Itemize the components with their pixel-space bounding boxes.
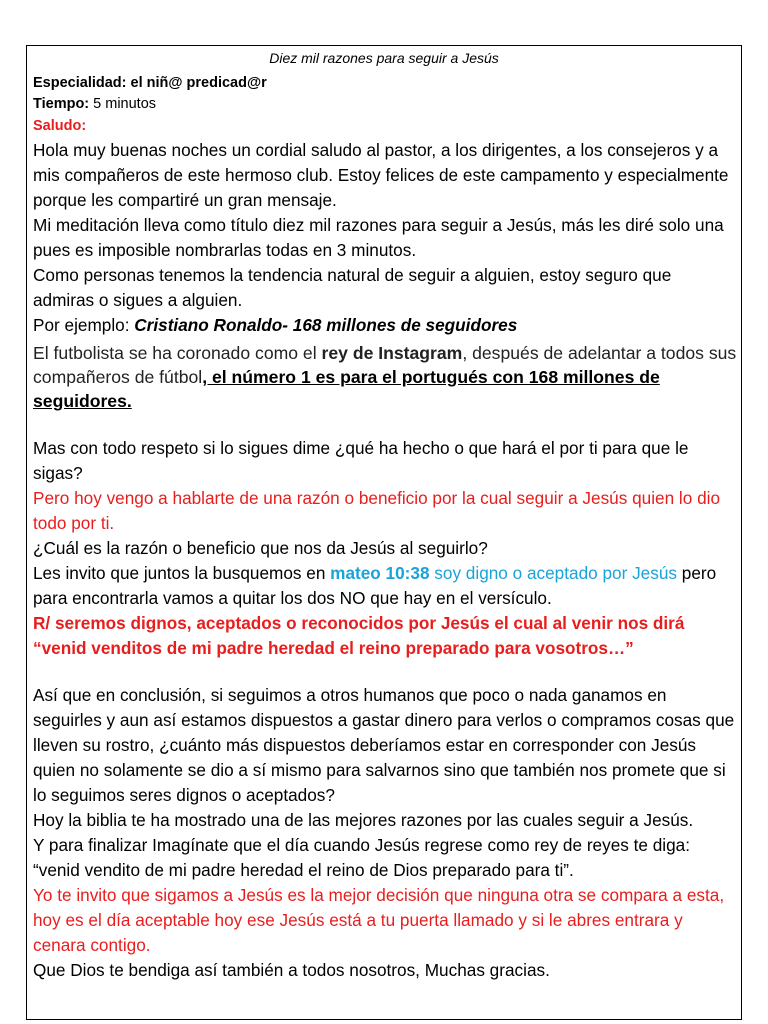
- conclusion-paragraph-1: Así que en conclusión, si seguimos a otros humanos que poco o nada ganamos en seguirles y aun así estamos dispuestos a gastar dinero para verlos o compramos cosas que lleven su rostro, ¿cuánto más dispuestos deberíamos estar en corresponder con Jesús quien no solamente se dio a sí mismo para salvarnos sino que también nos promete que si lo seguimos seres dignos o aceptados?: [33, 685, 735, 805]
- example-line: [33, 313, 737, 338]
- especialidad-line: Especialidad: el niñ@ predicad@r: [33, 75, 267, 91]
- verse-text: soy digno o aceptado por Jesús: [429, 563, 677, 583]
- intro-section: [33, 138, 737, 338]
- middle-section: [33, 436, 737, 661]
- invite-paragraph: [33, 561, 737, 611]
- instagram-bold: rey de Instagram: [321, 343, 463, 363]
- conclusion-red-paragraph: Yo te invito que sigamos a Jesús es la mejor decisión que ninguna otra se compara a esta, hoy es el día aceptable hoy ese Jesús está a tu puerta llamado y si le abres entrara y cenara contigo.: [33, 885, 725, 955]
- saludo-label: Saludo:: [33, 118, 87, 134]
- invite-suffix: pero para encontrarla vamos a quitar los dos NO que hay en el versículo.: [33, 563, 717, 608]
- intro-paragraph-2: Mi meditación lleva como título diez mil razones para seguir a Jesús, más les diré solo una pues es imposible nombrarlas todas en 3 minutos.: [33, 215, 724, 260]
- instagram-underline: , el número 1 es para el portugués con 168 millones de seguidores.: [33, 367, 660, 411]
- instagram-paragraph: [33, 341, 737, 413]
- intro-paragraph-1: Hola muy buenas noches un cordial saludo al pastor, a los dirigentes, a los consejeros y a mis compañeros de este hermoso club. Estoy felices de este campamento y especialmente porque les compartiré un gran mensaje.: [33, 140, 729, 210]
- example-prefix: Por ejemplo:: [33, 315, 135, 335]
- example-bold: Cristiano Ronaldo- 168 millones de seguidores: [134, 315, 518, 335]
- red-paragraph-1: Pero hoy vengo a hablarte de una razón o beneficio por la cual seguir a Jesús quien lo dio todo por ti.: [33, 488, 721, 533]
- invite-prefix: Les invito que juntos la busquemos en: [33, 563, 331, 583]
- question-2: ¿Cuál es la razón o beneficio que nos da Jesús al seguirlo?: [33, 538, 488, 558]
- conclusion-section: [33, 683, 737, 983]
- verse-reference: mateo 10:38: [330, 563, 430, 583]
- answer-paragraph: R/ seremos dignos, aceptados o reconocidos por Jesús el cual al venir nos dirá “venid venditos de mi padre heredad el reino preparado para vosotros…”: [33, 613, 685, 658]
- conclusion-paragraph-3: Y para finalizar Imagínate que el día cuando Jesús regrese como rey de reyes te diga: “venid vendito de mi padre heredad el reino de Dios preparado para ti”.: [33, 835, 691, 880]
- instagram-part-2: , después de adelantar a todos sus compañeros de fútbol: [33, 343, 737, 387]
- question-1: Mas con todo respeto si lo sigues dime ¿qué ha hecho o que hará el por ti para que le sigas?: [33, 438, 689, 483]
- document-title: Diez mil razones para seguir a Jesús: [269, 50, 499, 66]
- conclusion-paragraph-2: Hoy la biblia te ha mostrado una de las mejores razones por las cuales seguir a Jesús.: [33, 810, 694, 830]
- document-page: [26, 45, 742, 1020]
- instagram-part-1: El futbolista se ha coronado como el: [33, 343, 322, 363]
- tiempo-value: 5 minutos: [93, 96, 157, 112]
- intro-paragraph-3: Como personas tenemos la tendencia natural de seguir a alguien, estoy seguro que admiras o sigues a alguien.: [33, 265, 672, 310]
- closing-line: Que Dios te bendiga así también a todos nosotros, Muchas gracias.: [33, 960, 550, 980]
- tiempo-label: Tiempo:: [33, 96, 90, 112]
- tiempo-line: [33, 95, 156, 114]
